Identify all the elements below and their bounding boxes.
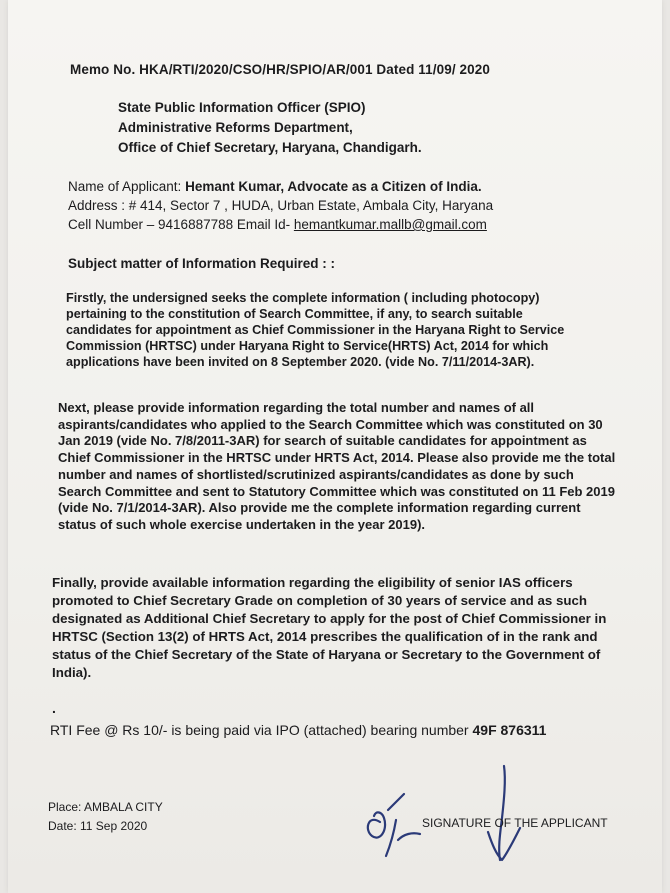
recipient-line-3: Office of Chief Secretary, Haryana, Chandigarh. — [118, 140, 422, 155]
recipient-line-2: Administrative Reforms Department, — [118, 120, 353, 135]
date-line: Date: 11 Sep 2020 — [48, 819, 148, 833]
bullet-dot: . — [52, 700, 56, 716]
applicant-email: hemantkumar.mallb@gmail.com — [293, 217, 487, 232]
applicant-address: Address : # 414, Sector 7 , HUDA, Urban Estate, Ambala City, Haryana — [68, 198, 494, 213]
applicant-name-line — [68, 177, 482, 197]
paragraph-firstly: Firstly, the undersigned seeks the complete information ( including photocopy) pertaining to the constitution of Search Committee, if any, to search suitable candidates for appointment as Chief Commissioner in the Haryana Right to Service Commission (HRTSC) under Haryana Right to Service(HRTS) Act, 2014 for which applications have been invited on 8 September 2020. (vide No. 7/11/2014-3AR). — [66, 291, 565, 369]
recipient-line-1: State Public Information Officer (SPIO) — [118, 100, 366, 115]
applicant-cell: Cell Number – 9416887788 Email Id- — [68, 217, 294, 232]
memo-reference: Memo No. HKA/RTI/2020/CSO/HR/SPIO/AR/001 Dated 11/09/ 2020 — [70, 62, 490, 77]
paragraph-finally: Finally, provide available information regarding the eligibility of senior IAS officers promoted to Chief Secretary Grade on completion of 30 years of service and as such designated as Additional Chief Secretary to apply for the post of Chief Commissioner in HRTSC (Section 13(2) of HRTS Act, 2014 prescribes the qualification of in the rank and status of the Chief Secretary of the State of Haryana or Secretary to the Government of India). — [52, 575, 607, 680]
rti-fee-text: RTI Fee @ Rs 10/- is being paid via IPO (attached) bearing number — [50, 722, 473, 738]
place-line: Place: AMBALA CITY — [48, 800, 163, 814]
ipo-number: 49F 876311 — [472, 722, 547, 738]
signature-label: SIGNATURE OF THE APPLICANT — [422, 816, 608, 830]
handwritten-signature — [358, 760, 538, 870]
applicant-name-label: Name of Applicant: — [68, 179, 182, 194]
applicant-contact-line — [68, 215, 487, 235]
subject-heading: Subject matter of Information Required : : — [68, 256, 336, 271]
paragraph-next: Next, please provide information regarding the total number and names of all aspirants/candidates who applied to the Search Committee which was constituted on 30 Jan 2019 (vide No. 7/8/2011-3AR) for search of suitable candidates for appointment as Chief Commissioner in the HRTSC under HRTS Act, 2014. Please also provide me the total number and names of shortlisted/scrutinized aspirants/candidates as done by such Search Committee and sent to Statutory Committee which was constituted on 11 Feb 2019 (vide No. 7/1/2014-3AR). Also provide me the complete information regarding current status of such whole exercise undertaken in the year 2019). — [58, 400, 616, 532]
rti-fee-line — [50, 722, 546, 738]
applicant-name-value: Hemant Kumar, Advocate as a Citizen of India. — [185, 179, 482, 194]
document-page — [8, 0, 662, 893]
